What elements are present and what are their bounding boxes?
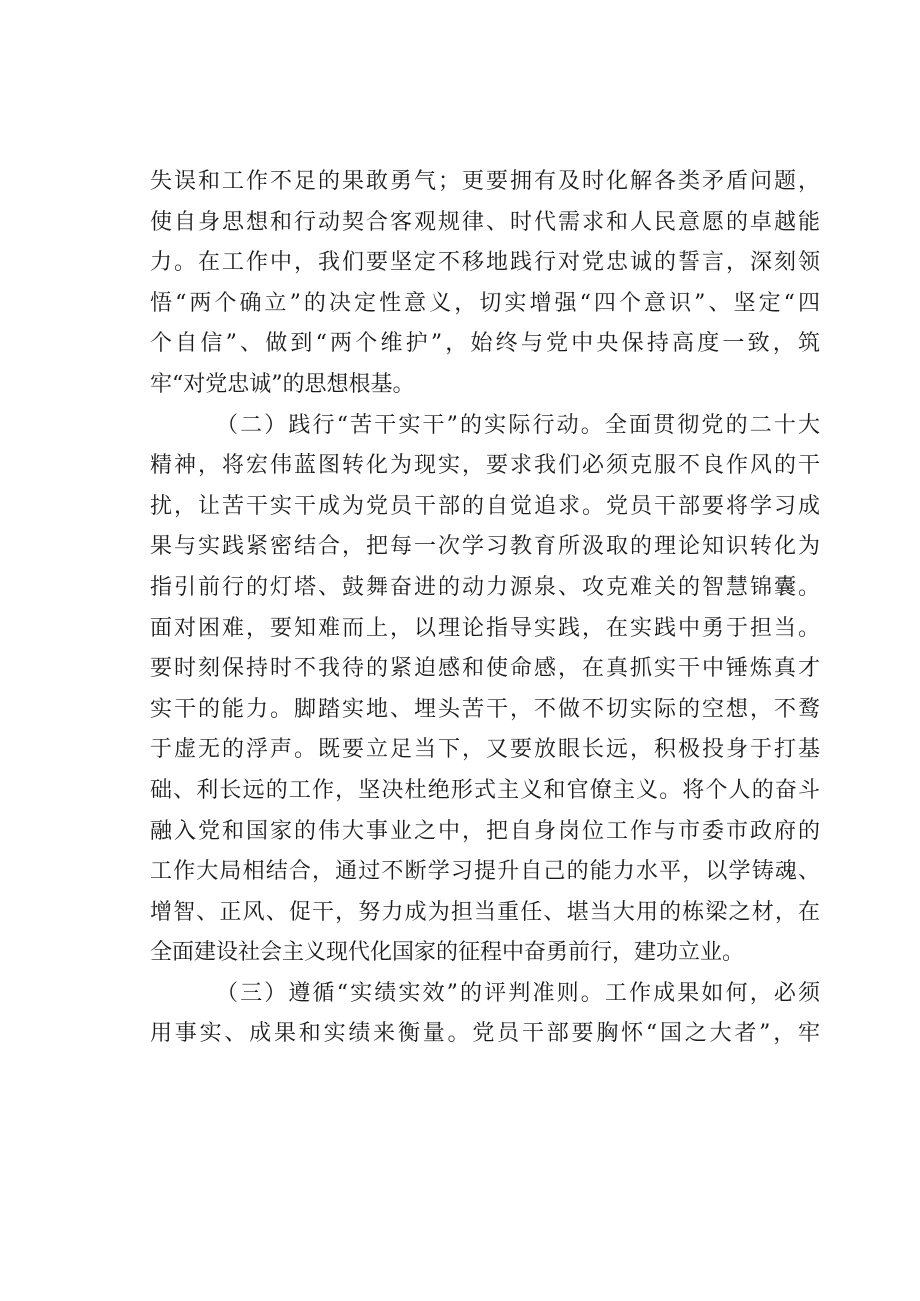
text-line: 增智、正风、促干，努力成为担当重任、堪当大用的栋梁之材，在	[150, 899, 820, 925]
text-line: 使自身思想和行动契合客观规律、时代需求和人民意愿的卓越能	[150, 209, 820, 235]
text-line: 要时刻保持时不我待的紧迫感和使命感，在真抓实干中锤炼真才	[150, 656, 820, 682]
text-line: 牢“对党忠诚”的思想根基。	[150, 371, 415, 397]
section-heading-line: （三）遵循“实绩实效”的评判准则。工作成果如何，必须	[216, 980, 820, 1006]
text-line: 精神，将宏伟蓝图转化为现实，要求我们必须克服不良作风的干	[150, 453, 820, 479]
text-line: 失误和工作不足的果敢勇气；更要拥有及时化解各类矛盾问题，	[150, 169, 820, 194]
text-line: 用事实、成果和实绩来衡量。党员干部要胸怀“国之大者”，牢	[150, 1021, 820, 1047]
text-line: 于虚无的浮声。既要立足当下，又要放眼长远，积极投身于打基	[150, 737, 820, 763]
text-line: 悟“两个确立”的决定性意义，切实增强“四个意识”、坚定“四	[150, 290, 820, 316]
text-line: 面对困难，要知难而上，以理论指导实践，在实践中勇于担当。	[150, 615, 820, 641]
text-line: 扰，让苦干实干成为党员干部的自觉追求。党员干部要将学习成	[150, 493, 820, 519]
text-line: 实干的能力。脚踏实地、埋头苦干，不做不切实际的空想，不鹜	[150, 696, 820, 722]
text-line: 础、利长远的工作，坚决杜绝形式主义和官僚主义。将个人的奋斗	[150, 777, 820, 803]
text-line: 融入党和国家的伟大事业之中，把自身岗位工作与市委市政府的	[150, 818, 820, 844]
body-text	[150, 162, 820, 1055]
text-line: 指引前行的灯塔、鼓舞奋进的动力源泉、攻克难关的智慧锦囊。	[150, 574, 820, 600]
text-line: 工作大局相结合，通过不断学习提升自己的能力水平，以学铸魂、	[150, 859, 820, 885]
text-line: 个自信”、做到“两个维护”，始终与党中央保持高度一致，筑	[150, 331, 820, 357]
section-heading-line: （二）践行“苦干实干”的实际行动。全面贯彻党的二十大	[216, 412, 820, 438]
text-line: 力。在工作中，我们要坚定不移地践行对党忠诚的誓言，深刻领	[150, 250, 820, 276]
text-line: 果与实践紧密结合，把每一次学习教育所汲取的理论知识转化为	[150, 534, 820, 560]
text-line: 全面建设社会主义现代化国家的征程中奋勇前行，建功立业。	[150, 940, 745, 966]
